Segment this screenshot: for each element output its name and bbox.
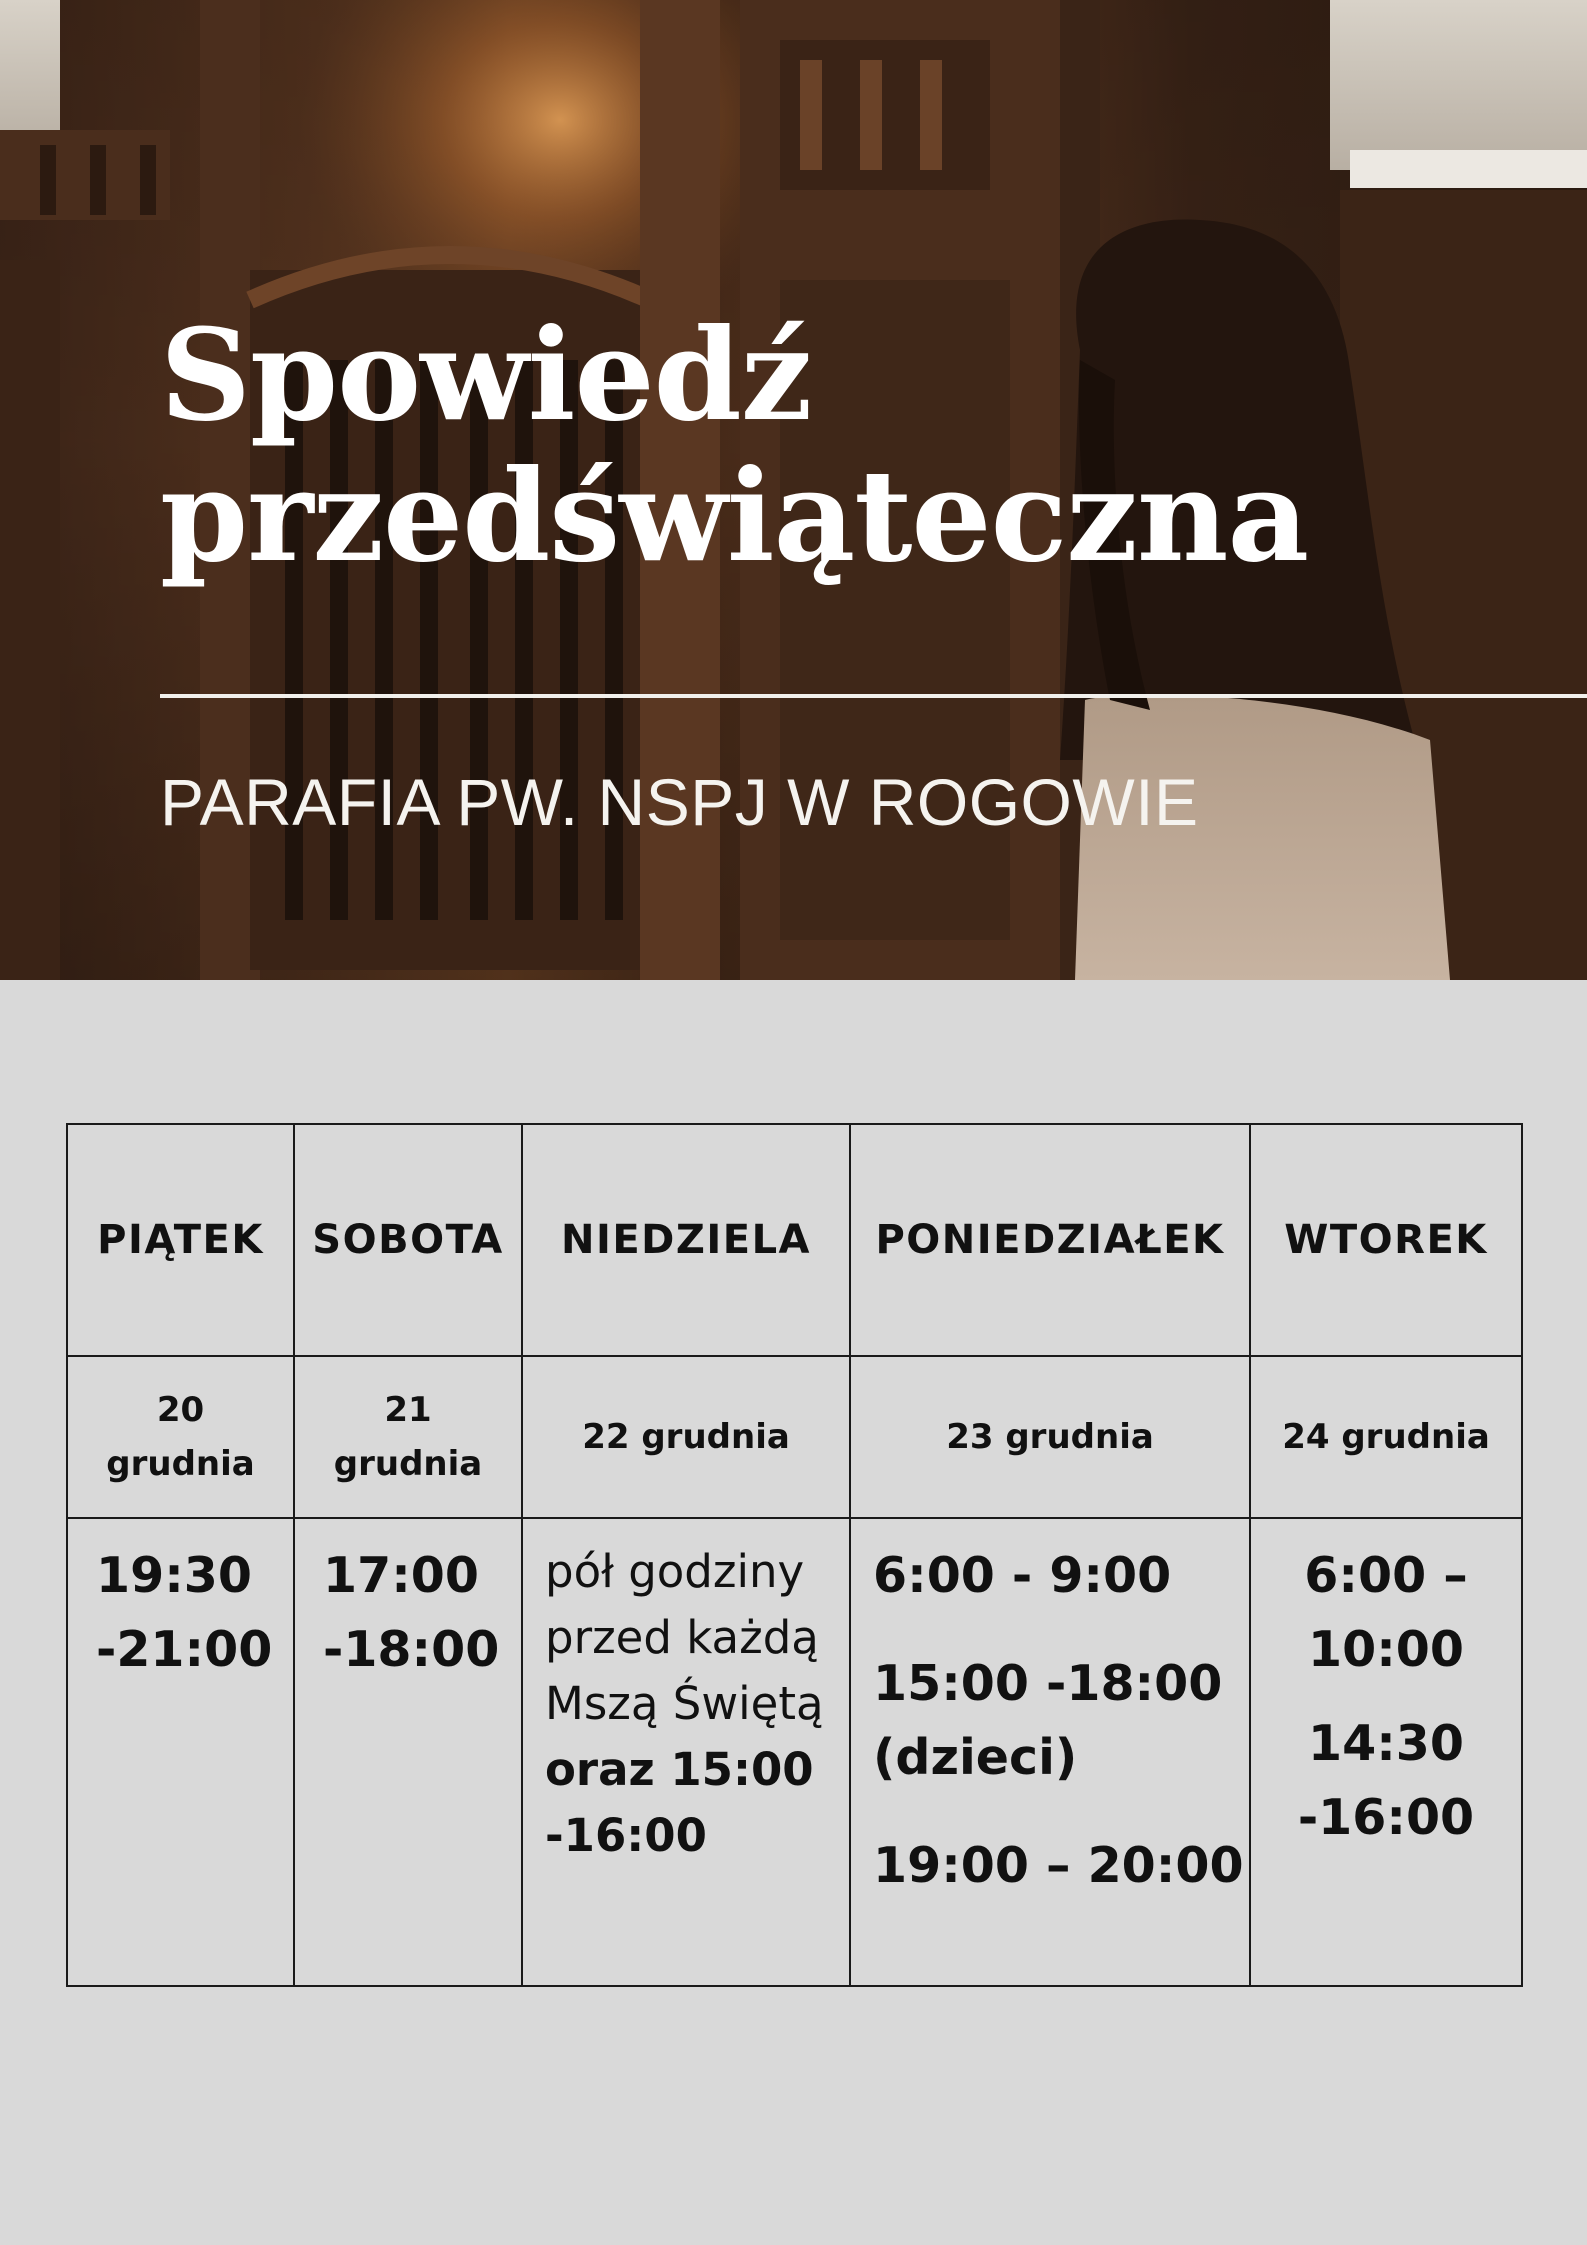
hours-wtorek: [1250, 1518, 1522, 1986]
hours-piatek: [67, 1518, 294, 1986]
day-poniedzialek: PONIEDZIAŁEK: [850, 1124, 1250, 1356]
date-wtorek: 24 grudnia: [1250, 1356, 1522, 1518]
hours-poniedzialek: [850, 1518, 1250, 1986]
confession-schedule-table: [66, 1123, 1523, 1987]
hours-niedziela: [522, 1518, 850, 1986]
hours-sobota: [294, 1518, 522, 1986]
dates-row: [67, 1356, 1522, 1518]
hours-poniedzialek-morning: 6:00 - 9:00: [873, 1547, 1172, 1604]
title-divider: [160, 694, 1587, 698]
hours-piatek-end: -21:00: [96, 1621, 273, 1678]
date-sobota-month: grudnia: [333, 1444, 483, 1484]
hours-wtorek-morning-start: 6:00 –: [1304, 1547, 1468, 1604]
date-piatek-month: grudnia: [106, 1444, 255, 1484]
day-wtorek: WTOREK: [1250, 1124, 1522, 1356]
hours-niedziela-line-1: pół godziny: [545, 1545, 805, 1598]
day-niedziela: NIEDZIELA: [522, 1124, 850, 1356]
hours-niedziela-line-5: -16:00: [545, 1809, 707, 1862]
day-piatek: PIĄTEK: [67, 1124, 294, 1356]
poster-title: [160, 301, 1309, 591]
hours-poniedzialek-evening: 19:00 – 20:00: [873, 1837, 1244, 1894]
hours-sobota-start: 17:00: [323, 1547, 479, 1604]
hours-niedziela-line-2: przed każdą: [545, 1611, 819, 1664]
date-piatek: [67, 1356, 294, 1518]
hours-poniedzialek-afternoon: 15:00 -18:00: [873, 1655, 1223, 1712]
day-sobota: SOBOTA: [294, 1124, 522, 1356]
hours-piatek-start: 19:30: [96, 1547, 252, 1604]
date-poniedzialek: 23 grudnia: [850, 1356, 1250, 1518]
hours-wtorek-afternoon-end: -16:00: [1297, 1789, 1475, 1846]
hours-wtorek-afternoon-start: 14:30: [1308, 1715, 1464, 1772]
hours-wtorek-morning-end: 10:00: [1308, 1621, 1464, 1678]
title-line-1: Spowiedź: [160, 301, 812, 449]
hours-niedziela-line-3: Mszą Świętą: [545, 1677, 824, 1730]
date-sobota: [294, 1356, 522, 1518]
hours-sobota-end: -18:00: [323, 1621, 500, 1678]
days-header-row: [67, 1124, 1522, 1356]
date-sobota-day: 21: [384, 1389, 432, 1430]
hours-row: [67, 1518, 1522, 1986]
hours-niedziela-line-4: oraz 15:00: [545, 1743, 814, 1796]
title-line-2: przedświąteczna: [160, 442, 1309, 591]
date-piatek-day: 20: [156, 1389, 205, 1430]
hours-poniedzialek-children-note: (dzieci): [873, 1729, 1078, 1786]
hero-photo: [0, 0, 1587, 980]
parish-name: PARAFIA PW. NSPJ W ROGOWIE: [160, 765, 1199, 839]
date-niedziela: 22 grudnia: [522, 1356, 850, 1518]
